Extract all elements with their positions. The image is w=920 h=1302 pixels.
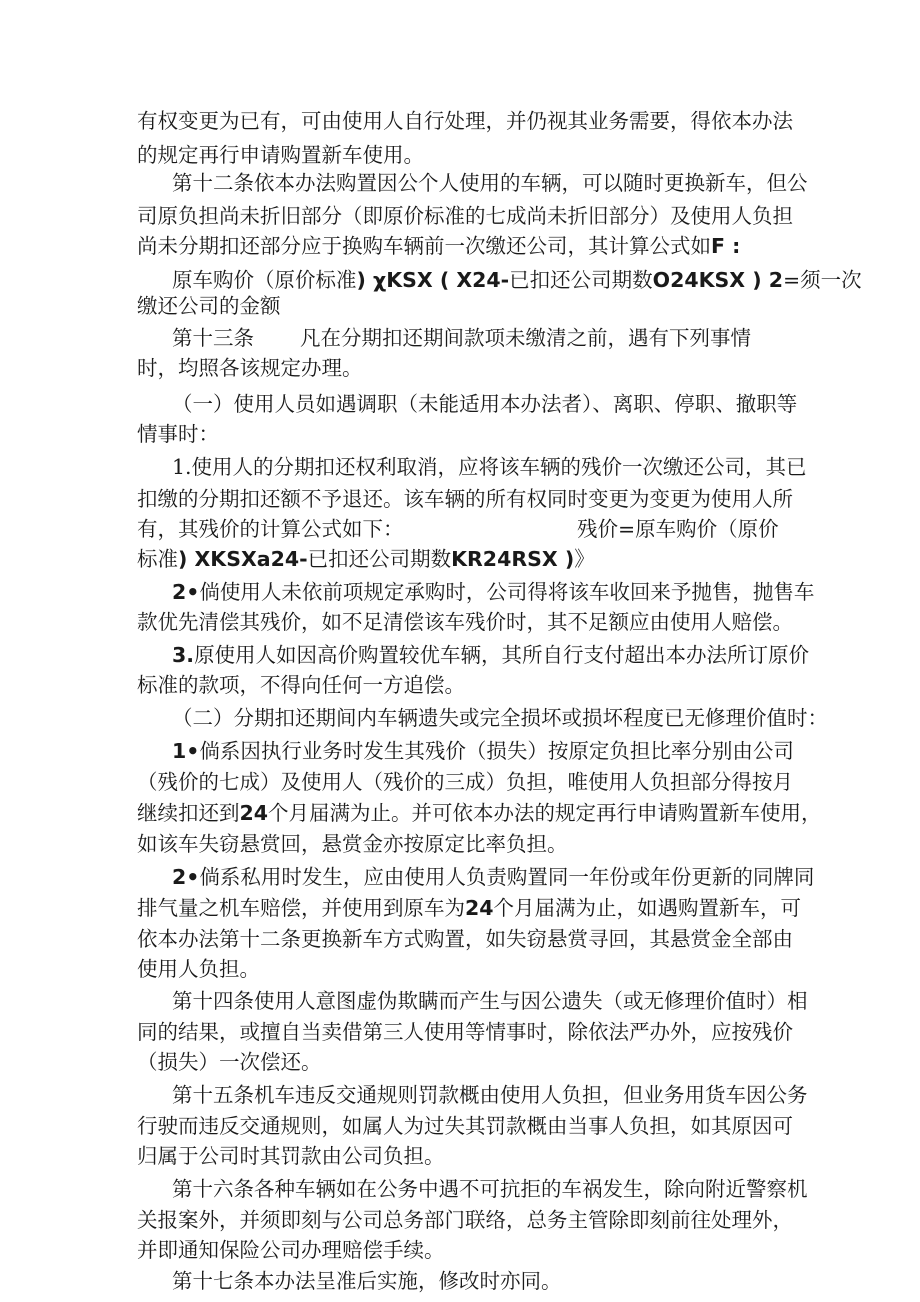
article-15-line-2: 行驶而违反交通规则，如属人为过失其罚款概由当事人负担，如其原因可 <box>137 1114 793 1138</box>
intro-line-1: 有权变更为已有，可由使用人自行处理，并仍视其业务需要，得依本办法 <box>137 109 793 133</box>
article-13-body: 凡在分期扣还期间款项未缴清之前，遇有下列事情 <box>300 326 751 350</box>
section-1-item-2-text: 倘使用人未依前项规定承购时，公司得将该车收回来予抛售，抛售车 <box>199 580 815 604</box>
article-12-line-1: 第十二条依本办法购置因公个人使用的车辆，可以随时更换新车，但公 <box>172 171 808 195</box>
section-1-item-1-line-3b: 残价=原车购价（原价 <box>577 517 779 541</box>
article-16-line-1: 第十六条各种车辆如在公务中遇不可抗拒的车祸发生，除向附近警察机 <box>172 1177 808 1201</box>
article-14-line-3: （损失）一次偿还。 <box>137 1050 322 1074</box>
intro-line-2: 的规定再行申请购置新车使用。 <box>137 143 424 167</box>
formula-1-part-b: ) χKSX ( X24- <box>356 268 510 292</box>
formula-1-line-2: 缴还公司的金额 <box>137 294 281 318</box>
formula-1-part-e: =须一次 <box>783 268 862 292</box>
section-2-item-1-line-3 <box>137 798 822 828</box>
article-12-line-3 <box>137 231 740 261</box>
article-15-line-1: 第十五条机车违反交通规则罚款概由使用人负担，但业务用货车因公务 <box>172 1083 808 1107</box>
formula-1-part-a: 原车购价（原价标准 <box>172 268 357 292</box>
section-2-item-2-line-2 <box>137 893 801 923</box>
article-16-line-2: 关报案外，并须即刻与公司总务部门联络，总务主管除即刻前往处理外， <box>137 1208 793 1232</box>
article-13-line-2: 时，均照各该规定办理。 <box>137 356 363 380</box>
article-14-line-1: 第十四条使用人意图虚伪欺瞒而产生与因公遗失（或无修理价值时）相 <box>172 989 808 1013</box>
section-2-item-2-part-b: 24 <box>465 896 494 920</box>
article-12-line-2: 司原负担尚未折旧部分（即原价标准的七成尚未折旧部分）及使用人负担 <box>137 204 793 228</box>
section-2-item-2-line-4: 使用人负担。 <box>137 957 260 981</box>
section-2-item-1-text: 倘系因执行业务时发生其残价（损失）按原定负担比率分别由公司 <box>199 739 794 763</box>
section-2-item-1-line-1 <box>172 736 794 766</box>
section-2-item-2-line-3: 依本办法第十二条更换新车方式购置，如失窃悬赏寻回，其悬赏金全部由 <box>137 927 793 951</box>
section-1-item-1-line-1: 1.使用人的分期扣还权利取消，应将该车辆的残价一次缴还公司，其已 <box>172 455 807 479</box>
formula-2-part-a: 标准 <box>137 547 178 571</box>
article-17-line: 第十七条本办法呈准后实施，修改时亦同。 <box>172 1269 562 1293</box>
formula-2-part-c: 已扣还公司期数 <box>307 547 452 571</box>
section-1-item-3-line-1 <box>172 640 809 670</box>
section-2-item-2-part-c: 个月届满为止，如遇购置新车，可 <box>493 896 802 920</box>
article-15-line-3: 归属于公司时其罚款由公司负担。 <box>137 1144 445 1168</box>
section-1-item-1-line-2: 扣缴的分期扣还额不予退还。该车辆的所有权同时变更为变更为使用人所 <box>137 487 793 511</box>
article-13-head: 第十三条 <box>172 326 254 350</box>
section-1-item-3-text: 原使用人如因高价购置较优车辆，其所自行支付超出本办法所订原价 <box>194 643 810 667</box>
article-16-line-3: 并即通知保险公司办理赔偿手续。 <box>137 1238 445 1262</box>
section-2-item-2-text: 倘系私用时发生，应由使用人负责购置同一年份或年份更新的同牌同 <box>199 865 815 889</box>
section-2-item-1-part-b: 24 <box>239 801 269 825</box>
section-1-item-2-number: 2• <box>172 580 200 604</box>
formula-2-part-b: ) XKSXa24- <box>178 547 308 571</box>
section-2-item-1-part-a: 继续扣还到 <box>137 801 240 825</box>
formula-2-part-e: 》 <box>574 547 595 571</box>
formula-1-part-d: O24KSX ) 2 <box>652 268 783 292</box>
formula-2-part-d: KR24RSX ) <box>451 547 575 571</box>
section-1-item-3-number: 3. <box>172 643 195 667</box>
formula-1-part-c: 已扣还公司期数 <box>509 268 653 292</box>
section-1-item-2-line-1 <box>172 577 814 607</box>
section-1-item-2-line-2: 款优先清偿其残价，如不足清偿该车残价时，其不足额应由使用人赔偿。 <box>137 610 793 634</box>
section-2-item-1-line-2: （残价的七成）及使用人（残价的三成）负担，唯使用人负担部分得按月 <box>137 770 793 794</box>
article-12-text: 尚未分期扣还部分应于换购车辆前一次缴还公司，其计算公式如 <box>137 234 711 258</box>
section-2-item-1-number: 1• <box>172 739 200 763</box>
formula-2-line <box>137 544 595 574</box>
section-1-item-3-line-2: 标准的款项，不得向任何一方追偿。 <box>137 673 465 697</box>
section-1-line-2: 情事时： <box>137 422 219 446</box>
section-2-item-1-line-4: 如该车失窃悬赏回，悬赏金亦按原定比率负担。 <box>137 832 568 856</box>
article-14-line-2: 同的结果，或擅自当卖借第三人使用等情事时，除依法严办外，应按残价 <box>137 1020 793 1044</box>
section-2-heading: （二）分期扣还期间内车辆遗失或完全损坏或损坏程度已无修理价值时： <box>172 706 828 730</box>
section-2-item-2-line-1 <box>172 862 814 892</box>
article-12-tail: F : <box>711 234 741 258</box>
section-2-item-2-number: 2• <box>172 865 200 889</box>
section-2-item-1-part-c: 个月届满为止。并可依本办法的规定再行申请购置新车使用， <box>268 801 822 825</box>
section-1-line-1: （一）使用人员如遇调职（未能适用本办法者）、离职、停职、撤职等 <box>172 392 798 416</box>
section-1-item-1-line-3a: 有，其残价的计算公式如下： <box>137 517 404 541</box>
section-2-item-2-part-a: 排气量之机车赔偿，并使用到原车为 <box>137 896 465 920</box>
